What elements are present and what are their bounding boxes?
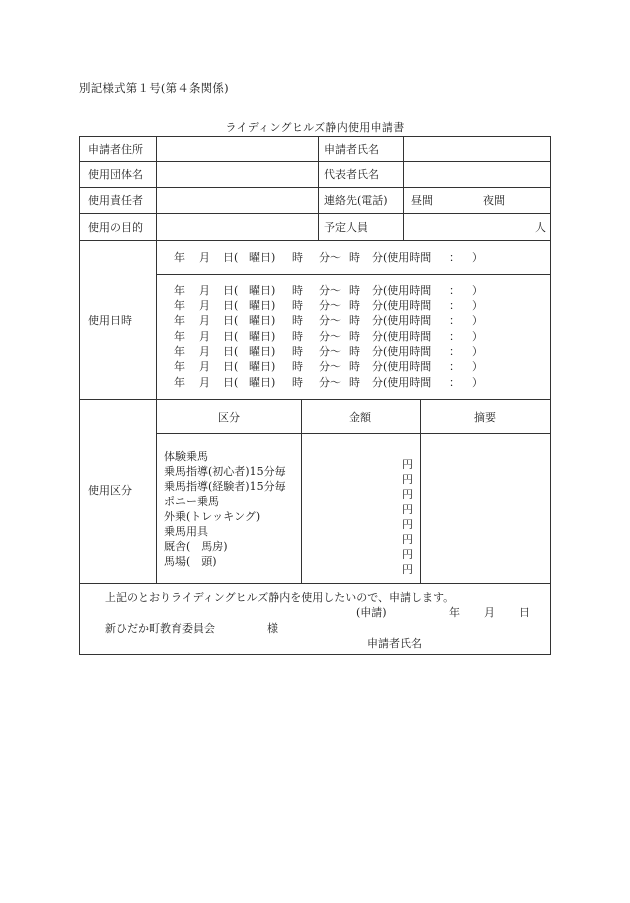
category-item: 乗馬指導(初心者)15分毎 xyxy=(164,465,286,478)
datetime-colon: ： xyxy=(449,360,460,373)
daytime-label: 昼間 xyxy=(411,194,433,207)
contact-phone-label: 連絡先(電話) xyxy=(324,194,388,207)
datetime-day: 日( xyxy=(223,314,239,327)
usage-category-label: 使用区分 xyxy=(88,484,132,497)
datetime-year: 年 xyxy=(174,251,185,264)
category-item: 外乗(トレッキング) xyxy=(164,510,261,523)
applicant-signature-label: 申請者氏名 xyxy=(367,637,422,650)
row-divider xyxy=(80,213,550,214)
datetime-day: 日( xyxy=(223,376,239,389)
datetime-minute-to: 分(使用時間 xyxy=(372,330,432,343)
datetime-year: 年 xyxy=(174,330,185,343)
datetime-close: ） xyxy=(472,360,483,373)
yen-unit: 円 xyxy=(402,503,413,516)
yen-unit: 円 xyxy=(402,488,413,501)
datetime-minute-from: 分～ xyxy=(319,376,341,389)
datetime-month: 月 xyxy=(199,314,210,327)
datetime-colon: ： xyxy=(449,345,460,358)
datetime-minute-to: 分(使用時間 xyxy=(372,376,432,389)
applicant-name-label: 申請者氏名 xyxy=(324,143,379,156)
application-form xyxy=(79,136,551,655)
datetime-hour2: 時 xyxy=(349,360,360,373)
datetime-minute-from: 分～ xyxy=(319,360,341,373)
category-item: 乗馬用具 xyxy=(164,525,208,538)
datetime-minute-from: 分～ xyxy=(319,314,341,327)
column-divider xyxy=(301,399,302,583)
representative-name-label: 代表者氏名 xyxy=(324,168,379,181)
datetime-close: ） xyxy=(472,314,483,327)
footer-day: 日 xyxy=(519,606,530,619)
column-divider xyxy=(403,137,404,240)
yen-unit: 円 xyxy=(402,533,413,546)
datetime-year: 年 xyxy=(174,314,185,327)
usage-datetime-label: 使用日時 xyxy=(88,314,132,327)
datetime-minute-to: 分(使用時間 xyxy=(372,299,432,312)
datetime-close: ） xyxy=(472,376,483,389)
datetime-colon: ： xyxy=(449,330,460,343)
datetime-weekday: 曜日) xyxy=(249,251,276,264)
category-item: 馬場( 頭) xyxy=(164,555,217,568)
purpose-label: 使用の目的 xyxy=(88,221,143,234)
applicant-address-label: 申請者住所 xyxy=(88,143,143,156)
datetime-colon: ： xyxy=(449,299,460,312)
datetime-day: 日( xyxy=(223,299,239,312)
datetime-hour: 時 xyxy=(292,299,303,312)
datetime-hour2: 時 xyxy=(349,284,360,297)
datetime-minute-to: 分(使用時間 xyxy=(372,360,432,373)
column-header-category: 区分 xyxy=(218,411,240,424)
datetime-hour2: 時 xyxy=(349,345,360,358)
category-item: 乗馬指導(経験者)15分毎 xyxy=(164,480,286,493)
datetime-hour: 時 xyxy=(292,284,303,297)
yen-unit: 円 xyxy=(402,518,413,531)
yen-unit: 円 xyxy=(402,473,413,486)
datetime-month: 月 xyxy=(199,299,210,312)
datetime-weekday: 曜日) xyxy=(249,314,276,327)
category-item: 体験乗馬 xyxy=(164,450,208,463)
column-header-amount: 金額 xyxy=(349,411,371,424)
datetime-minute-to: 分(使用時間 xyxy=(372,314,432,327)
responsible-person-label: 使用責任者 xyxy=(88,194,143,207)
yen-unit: 円 xyxy=(402,458,413,471)
datetime-year: 年 xyxy=(174,345,185,358)
footer-month: 月 xyxy=(484,606,495,619)
datetime-weekday: 曜日) xyxy=(249,376,276,389)
datetime-day: 日( xyxy=(223,360,239,373)
datetime-minute-from: 分～ xyxy=(319,345,341,358)
datetime-weekday: 曜日) xyxy=(249,360,276,373)
column-divider xyxy=(318,137,319,240)
row-divider xyxy=(156,433,550,434)
datetime-minute-from: 分～ xyxy=(319,330,341,343)
row-divider xyxy=(156,274,550,275)
category-item: 厩舎( 馬房) xyxy=(164,540,228,553)
group-name-label: 使用団体名 xyxy=(88,168,143,181)
datetime-colon: ： xyxy=(449,314,460,327)
datetime-month: 月 xyxy=(199,345,210,358)
row-divider xyxy=(80,240,550,241)
datetime-close: ） xyxy=(472,299,483,312)
row-divider xyxy=(80,583,550,584)
datetime-day: 日( xyxy=(223,345,239,358)
column-header-remarks: 摘要 xyxy=(474,411,496,424)
datetime-hour2: 時 xyxy=(349,376,360,389)
datetime-weekday: 曜日) xyxy=(249,299,276,312)
datetime-minute-to: 分(使用時間 xyxy=(372,345,432,358)
datetime-month: 月 xyxy=(199,360,210,373)
datetime-day: 日( xyxy=(223,284,239,297)
datetime-day: 日( xyxy=(223,251,239,264)
recipient-name: 新ひだか町教育委員会 xyxy=(105,622,215,635)
category-item: ポニー乗馬 xyxy=(164,495,219,508)
row-divider xyxy=(80,399,550,400)
datetime-month: 月 xyxy=(199,251,210,264)
datetime-weekday: 曜日) xyxy=(249,284,276,297)
yen-unit: 円 xyxy=(402,563,413,576)
datetime-colon: ： xyxy=(449,376,460,389)
form-number-note: 別記様式第１号(第４条関係) xyxy=(79,81,229,95)
datetime-hour: 時 xyxy=(292,345,303,358)
people-unit: 人 xyxy=(535,221,546,234)
row-divider xyxy=(80,187,550,188)
datetime-hour: 時 xyxy=(292,360,303,373)
datetime-hour: 時 xyxy=(292,376,303,389)
column-divider xyxy=(420,399,421,583)
column-divider xyxy=(156,137,157,583)
application-statement: 上記のとおりライディングヒルズ静内を使用したいので、申請します。 xyxy=(105,591,455,604)
datetime-day: 日( xyxy=(223,330,239,343)
datetime-minute-from: 分～ xyxy=(319,284,341,297)
datetime-minute-from: 分～ xyxy=(319,251,341,264)
datetime-close: ） xyxy=(472,251,483,264)
datetime-minute-to: 分(使用時間 xyxy=(372,284,432,297)
datetime-minute-from: 分～ xyxy=(319,299,341,312)
applied-label: (申請) xyxy=(356,606,387,619)
planned-people-label: 予定人員 xyxy=(324,221,368,234)
datetime-close: ） xyxy=(472,345,483,358)
datetime-close: ） xyxy=(472,284,483,297)
datetime-colon: ： xyxy=(449,251,460,264)
nighttime-label: 夜間 xyxy=(483,194,505,207)
footer-year: 年 xyxy=(449,606,460,619)
datetime-hour: 時 xyxy=(292,251,303,264)
datetime-month: 月 xyxy=(199,284,210,297)
datetime-colon: ： xyxy=(449,284,460,297)
document-title: ライディングヒルズ静内使用申請書 xyxy=(225,121,405,134)
datetime-month: 月 xyxy=(199,330,210,343)
datetime-hour: 時 xyxy=(292,330,303,343)
datetime-year: 年 xyxy=(174,376,185,389)
datetime-minute-to: 分(使用時間 xyxy=(372,251,432,264)
datetime-year: 年 xyxy=(174,360,185,373)
datetime-hour2: 時 xyxy=(349,330,360,343)
datetime-hour2: 時 xyxy=(349,314,360,327)
datetime-weekday: 曜日) xyxy=(249,330,276,343)
datetime-hour2: 時 xyxy=(349,251,360,264)
datetime-month: 月 xyxy=(199,376,210,389)
row-divider xyxy=(80,161,550,162)
datetime-hour: 時 xyxy=(292,314,303,327)
datetime-hour2: 時 xyxy=(349,299,360,312)
datetime-close: ） xyxy=(472,330,483,343)
datetime-weekday: 曜日) xyxy=(249,345,276,358)
yen-unit: 円 xyxy=(402,548,413,561)
datetime-year: 年 xyxy=(174,299,185,312)
recipient-honorific: 様 xyxy=(267,622,278,635)
datetime-year: 年 xyxy=(174,284,185,297)
